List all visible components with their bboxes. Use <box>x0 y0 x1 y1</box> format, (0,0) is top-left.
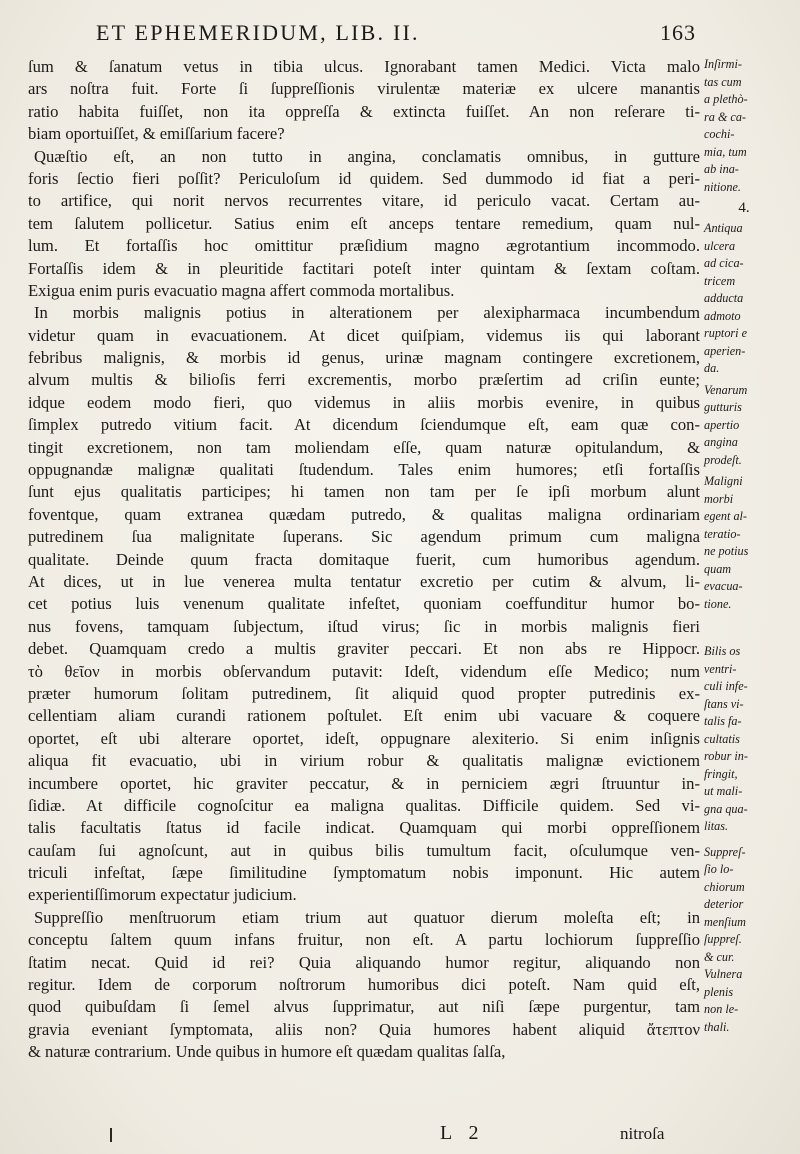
margin-note-line: plenis <box>704 984 734 999</box>
margin-note <box>704 473 796 613</box>
text-line: ſidiæ. At difficile cognoſcitur ea maligna qualitas. Difficile quidem. Sed vi- <box>28 795 700 815</box>
margin-note-line: ventri- <box>704 661 737 676</box>
running-head <box>96 20 696 46</box>
text-line: ratio habita fuiſſet, non ita oppreſſa & extincta fuiſſet. An non reſerare ti- <box>28 101 700 121</box>
text-line: regitur. Idem de corporum noſtrorum humoribus dici poteſt. Nam quid eſt, <box>28 975 700 995</box>
text-line: debet. Quamquam credo a multis graviter peccari. Et non abs re Hippocr. <box>28 639 700 659</box>
text-line: Exigua enim puris evacuatio magna affert commoda mortalibus. <box>28 280 455 300</box>
corner-mark <box>110 1128 112 1142</box>
margin-note-line: ut mali- <box>704 784 743 798</box>
margin-note-line: mia, tum <box>704 144 747 159</box>
text-line: præter humorum ſolitam putredinem, ſit aliquid quod propter putredinis ex- <box>28 683 700 703</box>
text-line: τὸ θεῖον in morbis obſervandum putavit: Ideſt, videndum eſſe Medico; num <box>28 661 700 681</box>
text-line: alvum multis & bilioſis ferri excrementis, morbo præſertim ad criſin eunte; <box>28 370 700 390</box>
margin-note-line: gutturis <box>704 400 742 414</box>
text-line: In morbis malignis potius in alterationem per alexipharmaca incumbendum <box>34 303 700 323</box>
text-line: foventque, quam extranea quædam putredo, & qualitas maligna ordinariam <box>28 504 700 524</box>
margin-note-line: teratio- <box>704 526 741 541</box>
margin-note-line: cochi- <box>704 127 735 141</box>
margin-note <box>704 844 796 1037</box>
text-line: biam oportuiſſet, & emiſſarium facere? <box>28 124 285 144</box>
text-line: gravia eveniant ſymptomata, aliis non? Quia humores habent aliquid ἄτεπτον <box>28 1019 700 1039</box>
text-line: cellentiam aliam curandi rationem poſtulet. Eſt enim ubi vacuare & coquere <box>28 706 700 726</box>
text-line: idque eodem modo fieri, quo videmus in aliis morbis evenire, in quibus <box>28 392 700 412</box>
margin-note-line: ſio lo- <box>704 862 734 876</box>
margin-note-line: tas cum <box>704 74 742 89</box>
margin-note-line: fringit, <box>704 766 738 781</box>
margin-note-number: 4. <box>738 200 750 216</box>
margin-note-line: adducta <box>704 291 744 305</box>
margin-note-line: thali. <box>704 1019 730 1034</box>
text-line: conceptu ſaltem quum infans fruitur, non eſt. A partu lochiorum ſuppreſſio <box>28 930 700 950</box>
text-line: febribus malignis, & morbis id genus, urinæ magnam contingere excretionem, <box>28 348 700 368</box>
margin-note-line: prodeſt. <box>704 452 742 467</box>
text-line: to artifice, qui norit nervos recurrentes vitare, id periculo vacat. Certam au- <box>28 191 700 211</box>
text-line: tem ſalutem pollicetur. Satius enim eſt anceps tentare remedium, quam nul- <box>28 213 700 233</box>
margin-note-line: culi infe- <box>704 679 748 693</box>
margin-note-line: ulcera <box>704 238 736 253</box>
text-line: & naturæ contrarium. Unde quibus in humore eſt quædam qualitas ſalſa, <box>28 1042 506 1062</box>
text-line: tingit excretionem, non tam moliendam eſſe, quam naturæ opitulandum, & <box>28 437 700 457</box>
margin-note-line: cultatis <box>704 731 740 746</box>
margin-note <box>704 643 796 836</box>
margin-note-line: ra & ca- <box>704 109 746 124</box>
margin-note-line: morbi <box>704 491 734 506</box>
margin-note-line: litas. <box>704 819 729 833</box>
text-line: Quæſtio eſt, an non tutto in angina, conclamatis omnibus, in gutture <box>34 146 700 166</box>
text-line: Fortaſſis idem & in pleuritide factitari poteſt inter quintam & ſextam coſtam. <box>28 258 700 278</box>
margin-note-line: quam <box>704 561 732 576</box>
margin-note-line: gna qua- <box>704 801 748 816</box>
margin-note-line: Suppreſ- <box>704 844 746 859</box>
text-line: qualitate. Deinde quum fracta domitaque fuerit, cum humoribus agendum. <box>28 549 700 569</box>
margin-note-line: Vulnera <box>704 967 743 981</box>
margin-note <box>704 200 796 220</box>
text-line: Suppreſſio menſtruorum etiam trium aut quatuor dierum moleſta eſt; in <box>34 907 700 927</box>
text-line: triculi infeſtat, ſæpe ſimilitudine ſymptomatum nobis imponunt. Hic autem <box>28 863 700 883</box>
margin-note-line: apertio <box>704 417 740 432</box>
text-line: putredinem ſua malignitate ſuperans. Sic agendum primum cum maligna <box>28 527 700 547</box>
text-line: oportet, eſt ubi alterare oportet, ideſt, oppugnare alexiterio. Si enim inſignis <box>28 728 700 748</box>
margin-note-line: admoto <box>704 308 741 323</box>
running-head-title: ET EPHEMERIDUM, LIB. II. <box>96 20 420 45</box>
margin-note-line: talis fa- <box>704 714 742 728</box>
text-line: cet potius luis venenum qualitate infeſtet, quoniam coeffunditur humor bo- <box>28 594 700 614</box>
text-line: ſunt ejus qualitatis participes; hi tamen non tam per ſe ipſi morbum alunt <box>28 482 700 502</box>
margin-note <box>704 56 796 196</box>
text-line: talis facultatis ſtatus id facile indicat. Quamquam qui morbi oppreſſionem <box>28 818 700 838</box>
margin-note-line: Bilis os <box>704 644 741 658</box>
margin-note-line: angina <box>704 435 738 449</box>
margin-note-line: evacua- <box>704 579 743 593</box>
margin-note-line: da. <box>704 361 720 375</box>
text-line: At dices, ut in lue venerea multa tentatur excretio per cutim & alvum, li- <box>28 571 700 591</box>
margin-note-line: tricem <box>704 273 736 288</box>
margin-note-line: a plethò- <box>704 92 748 106</box>
margin-note-line: Antiqua <box>704 221 743 235</box>
text-line: cauſam ſui agnoſcunt, aut in quibus bilis tumultum facit, oſculumque ven- <box>28 840 700 860</box>
margin-note-line: chiorum <box>704 879 745 894</box>
text-line: ſtatim necat. Quid id rei? Quia aliquando humor regitur, aliquando non <box>28 952 700 972</box>
text-line: aliqua fit evacuatio, ubi in virium robur & qualitatis malignæ evictionem <box>28 751 700 771</box>
text-line: incumbere oportet, hic graviter peccatur, & in perniciem ægri ſtruuntur in- <box>28 773 700 793</box>
text-line: videtur quam in evacuationem. At dicet quiſpiam, videmus iis qui laborant <box>28 325 700 345</box>
margin-note-line: Maligni <box>704 474 743 488</box>
margin-note-line: tione. <box>704 596 732 611</box>
margin-note-line: ne potius <box>704 544 749 558</box>
margin-note-line: ruptori e <box>704 326 747 340</box>
text-line: foris ſectio fieri poſſit? Periculoſum id quidem. Sed dummodo id fiat a peri- <box>28 168 700 188</box>
margin-note-line: menſium <box>704 914 746 929</box>
text-line: nus fovens, tamquam ſubjectum, iſtud virus; ſic in morbis malignis fieri <box>28 616 700 636</box>
text-line: ſum & ſanatum vetus in tibia ulcus. Ignorabant tamen Medici. Victa malo <box>28 57 700 76</box>
page-number: 163 <box>660 20 696 45</box>
margin-note-line: ad cica- <box>704 256 744 270</box>
text-line: quod quibuſdam ſi ſemel alvus ſupprimatur, aut niſi ſæpe purgentur, tam <box>28 997 700 1017</box>
margin-note-line: Inſirmi- <box>704 57 742 71</box>
text-line: experientiſſimorum expectatur judicium. <box>28 885 297 905</box>
margin-note-line: nitione. <box>704 179 741 194</box>
signature-mark: L 2 <box>440 1122 485 1144</box>
text-line: oppugnandæ malignæ qualitati ſtudendum. Tales enim humores; etſi fortaſſis <box>28 460 700 480</box>
margin-note <box>704 382 796 470</box>
margin-note-line: egent al- <box>704 509 747 523</box>
main-text-block <box>28 56 700 1064</box>
margin-note-line: ab ina- <box>704 162 739 176</box>
margin-note-line: robur in- <box>704 749 748 763</box>
catchword: nitroſa <box>620 1124 665 1143</box>
text-line: ars noſtra fuit. Forte ſi ſuppreſſionis virulentæ materiæ ex ulcere manantis <box>28 79 700 99</box>
margin-note <box>704 220 796 378</box>
text-line: lum. Et fortaſſis hoc omittitur præſidium magno ægrotantium incommodo. <box>28 236 700 256</box>
text-line: ſimplex putredo vitium facit. At dicendum ſciendumque eſt, eam quæ con- <box>28 415 700 435</box>
margin-note-line: ſuppreſ. <box>704 932 742 946</box>
marginalia-column <box>704 56 796 1036</box>
margin-note-line: ſtans vi- <box>704 696 744 711</box>
margin-note-line: aperien- <box>704 343 746 358</box>
margin-note-line: & cur. <box>704 949 735 964</box>
margin-note-line: Venarum <box>704 382 748 397</box>
margin-note-line: non le- <box>704 1002 739 1016</box>
margin-note-line: deterior <box>704 897 744 911</box>
